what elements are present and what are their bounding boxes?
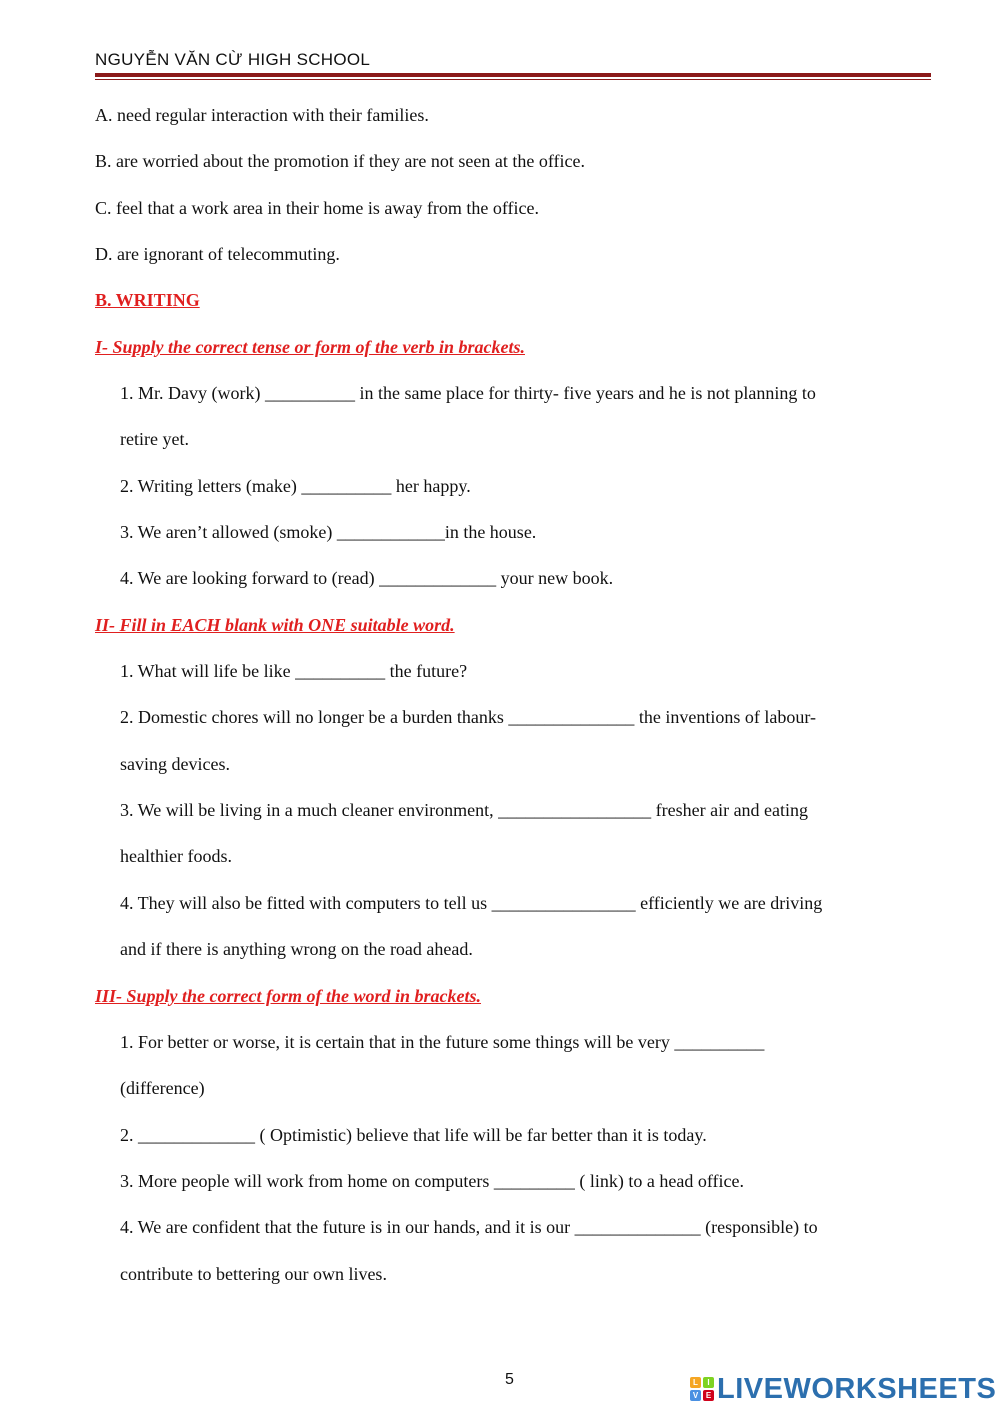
part3-item-3: 3. More people will work from home on computers _________ ( link) to a head office. [120,1171,745,1191]
part1-item-2: 2. Writing letters (make) __________ her happy. [120,476,471,496]
part3-item-2: 2. _____________ ( Optimistic) believe that life will be far better than it is today. [120,1125,707,1145]
part2-item-2-cont: saving devices. [120,754,230,774]
part1-item-1-cont: retire yet. [120,429,189,449]
header-rule-thick [95,73,931,77]
part1-item-3: 3. We aren’t allowed (smoke) ____________in the house. [120,522,537,542]
part2-title: II- Fill in EACH blank with ONE suitable word. [95,615,455,635]
part1-item-1: 1. Mr. Davy (work) __________ in the same place for thirty- five years and he is not planning to [120,383,816,403]
part2-item-1: 1. What will life be like __________ the future? [120,661,468,681]
part3-item-4-cont: contribute to bettering our own lives. [120,1264,387,1284]
liveworksheets-logo[interactable] [690,1374,996,1404]
liveworksheets-brand-text: LIVEWORKSHEETS [717,1373,997,1405]
part3-item-4: 4. We are confident that the future is in our hands, and it is our ______________ (responsible) to [120,1217,818,1237]
part3-item-1: 1. For better or worse, it is certain that in the future some things will be very __________ [120,1032,765,1052]
liveworksheets-logo-icon [690,1377,714,1401]
logo-tile-e: E [703,1390,714,1401]
option-c: C. feel that a work area in their home is away from the office. [95,198,539,218]
school-header: NGUYỄN VĂN CỪ HIGH SCHOOL [95,50,371,69]
part1-title: I- Supply the correct tense or form of the verb in brackets. [95,337,525,357]
part2-item-4-cont: and if there is anything wrong on the road ahead. [120,939,473,959]
part2-item-2: 2. Domestic chores will no longer be a burden thanks ______________ the inventions of labour- [120,707,817,727]
part2-item-4: 4. They will also be fitted with computers to tell us ________________ efficiently we are driving [120,893,823,913]
logo-tile-v: V [690,1390,701,1401]
part2-item-3: 3. We will be living in a much cleaner environment, _________________ fresher air and eating [120,800,809,820]
logo-tile-i: I [703,1377,714,1388]
header-rule-thin [95,79,931,80]
option-d: D. are ignorant of telecommuting. [95,244,340,264]
part1-item-4: 4. We are looking forward to (read) _____________ your new book. [120,568,614,588]
logo-tile-l: L [690,1377,701,1388]
writing-title: B. WRITING [95,290,200,310]
option-b: B. are worried about the promotion if they are not seen at the office. [95,151,585,171]
part3-title: III- Supply the correct form of the word in brackets. [95,986,482,1006]
option-a: A. need regular interaction with their families. [95,105,429,125]
page-number: 5 [505,1371,514,1388]
part3-item-1-cont: (difference) [120,1078,205,1098]
part2-item-3-cont: healthier foods. [120,846,232,866]
